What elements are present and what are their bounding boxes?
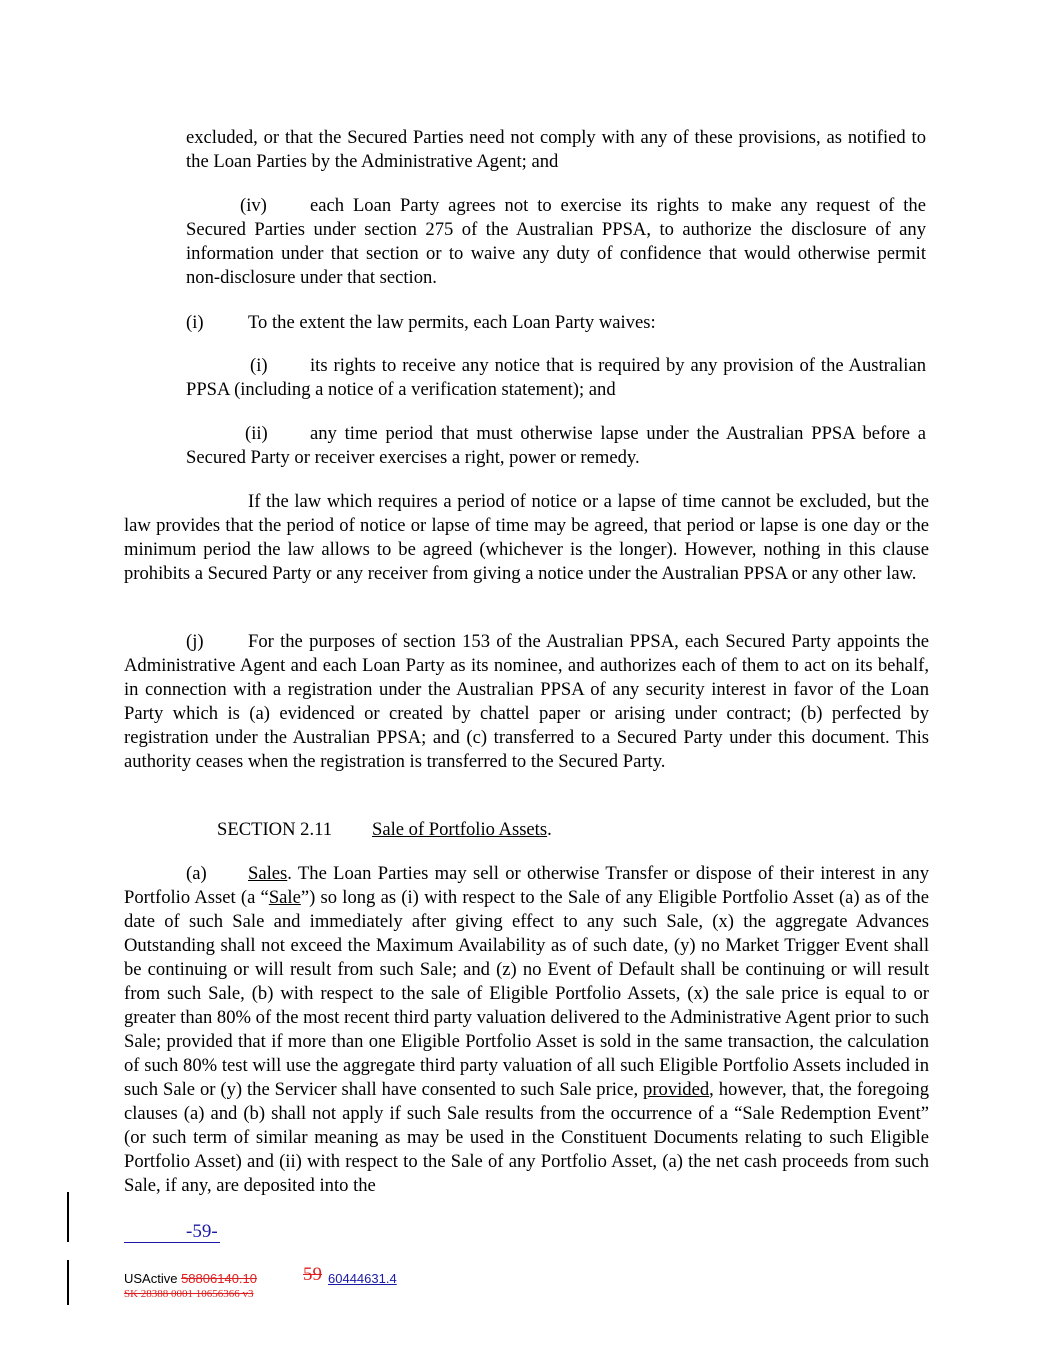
page-number-underline xyxy=(124,1242,220,1243)
change-bar xyxy=(67,1260,69,1305)
paragraph-text-3: , however, that, the foregoing clauses (a) and (b) shall not apply if such Sale results from the occurrence of a “Sale Redemption Event” (or such term of similar meaning as may be used in the Constituent Documents relating to such Eligible Portfolio Asset) and (ii) with respect to the Sale of any Portfolio Asset, (a) the net cash proceeds from such Sale, if any, are deposited into the xyxy=(124,1079,929,1196)
paragraph-j xyxy=(124,630,929,774)
paragraph-text: To the extent the law permits, each Loan Party waives: xyxy=(248,312,656,333)
doc-page-deleted: 59 xyxy=(303,1264,322,1285)
paragraph-lead: If the law which requires a period of notice or a lapse of time cannot be excluded, xyxy=(248,491,872,512)
paragraph-lead: its rights to receive any notice that is required by any provision of the xyxy=(310,355,844,376)
doc-prefix: USActive xyxy=(124,1271,182,1286)
paragraph-i-waives xyxy=(186,311,926,335)
doc-id-deleted-2: SK 28388 0001 10656366 v3 xyxy=(124,1288,254,1300)
section-heading xyxy=(124,818,929,842)
paragraph-lead: each Loan Party agrees not to exercise its rights to make any request of xyxy=(310,195,895,216)
section-title: Sale of Portfolio Assets xyxy=(372,819,548,840)
paragraph-rest: but the law provides that the period of notice or lapse of time may be agreed, that period or lapse is one day or the minimum period the law allows to be agreed (whichever is the longer). However, nothing in this clause prohibits a Secured Party or any receiver from giving a notice under the Australian PPSA or any other law. xyxy=(124,491,929,584)
paragraph-excluded: excluded, or that the Secured Parties need not comply with any of these provisions, as notified to the Loan Parties by the Administrative Agent; and xyxy=(186,127,926,172)
page-number: -59- xyxy=(186,1221,218,1242)
doc-id-inserted: 60444631.4 xyxy=(328,1271,397,1286)
item-number: (ii) xyxy=(245,423,268,444)
item-number: (a) xyxy=(186,863,207,884)
sale-term: Sale xyxy=(268,887,301,908)
paragraph-text-2: ”) so long as (i) with respect to the Sale of any Eligible Portfolio Asset (a) as of the date of such Sale and immediately after giving effect to any such Sale, (x) the aggregate Advances Outstanding shall not exceed the Maximum Availability as of such date, (y) no Market Trigger Event shall be continuing or will result from such Sale; and (z) no Event of Default shall be continuing or will result from such Sale, (b) with respect to the sale of Eligible Portfolio Assets, (x) the sale price is equal to or greater than 80% of the most recent third party valuation delivered to the Administrative Agent prior to such Sale; provided that if more than one Eligible Portfolio Asset is sold in the same transaction, the calculation of such 80% test will use the aggregate third party valuation of all such Eligible Portfolio Assets included in such Sale or (y) the Servicer shall have consented to such Sale price, xyxy=(124,887,929,1100)
item-number: (i) xyxy=(186,312,204,333)
section-label: SECTION 2.11 xyxy=(217,819,333,840)
paragraph-a-sales xyxy=(124,862,929,1198)
paragraph-rest: before a Secured Party or receiver exercises a right, power or remedy. xyxy=(186,423,926,468)
paragraph-ii xyxy=(186,422,926,470)
sales-heading: Sales xyxy=(248,863,288,884)
document-id-footer xyxy=(124,1264,397,1289)
paragraph-lead: any time period that must otherwise lapse under the Australian PPSA xyxy=(310,423,855,444)
item-number: (iv) xyxy=(240,195,267,216)
doc-id-deleted: 58806140.10 xyxy=(181,1271,257,1286)
paragraph-law-notice xyxy=(124,490,929,586)
paragraph-i-notice xyxy=(186,354,926,402)
paragraph-text: For the purposes of section 153 of the Australian PPSA, each Secured Party appoints the Administrative Agent and each Loan Party as its nominee, and authorizes each of them to act on its behalf, in connection with a registration under the Australian PPSA of any security interest in favor of the Loan Party which is (a) evidenced or created by chattel paper or arising under contract; (b) perfected by registration under the Australian PPSA; and (c) transferred to a Secured Party under this document. This authority ceases when the registration is transferred to the Secured Party. xyxy=(124,631,929,772)
paragraph-rest: Australian PPSA (including a notice of a verification statement); and xyxy=(186,355,926,400)
change-bar xyxy=(67,1192,69,1242)
paragraph-iv xyxy=(186,194,926,290)
item-number: (j) xyxy=(186,631,204,652)
section-period: . xyxy=(547,819,552,840)
item-number: (i) xyxy=(250,355,268,376)
paragraph-text: . The Loan Parties may sell or otherwise Transfer or dispose of their interest in any Portfolio Asset (a “ xyxy=(124,863,929,908)
paragraph-rest: the Secured Parties under section 275 of the Australian PPSA, to authorize the disclosure of any information under that section or to waive any duty of confidence that would otherwise permit non-disclosure under that section. xyxy=(186,195,926,288)
provided-term: provided xyxy=(643,1079,710,1100)
